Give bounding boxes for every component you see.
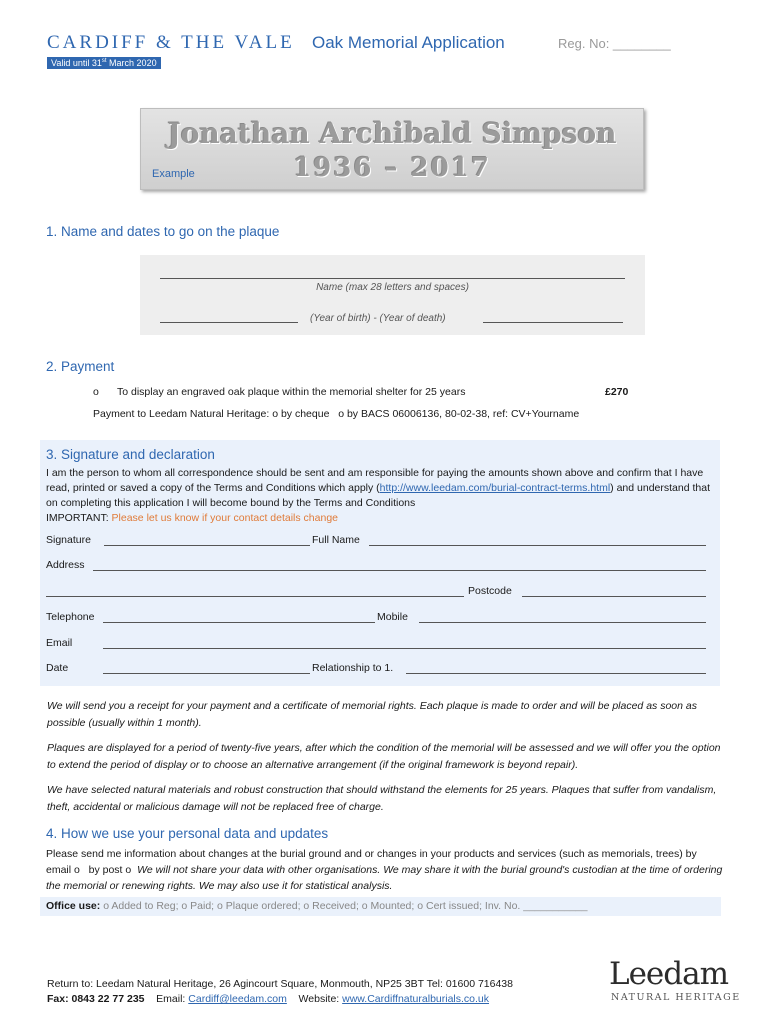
relationship-field[interactable] <box>406 673 706 674</box>
validity-badge: Valid until 31st March 2020 <box>47 57 161 69</box>
application-title: Oak Memorial Application <box>312 33 505 52</box>
signature-field[interactable] <box>104 545 310 546</box>
bacs-checkbox[interactable]: o <box>338 408 345 420</box>
address-field-2[interactable] <box>46 596 464 597</box>
important-label: IMPORTANT: <box>46 512 109 524</box>
section-3-title: 3. Signature and declaration <box>46 447 215 462</box>
plaque-option-checkbox[interactable]: o <box>93 386 99 398</box>
by-post-label: by post <box>88 864 123 876</box>
telephone-label: Telephone <box>46 611 95 623</box>
full-name-field[interactable] <box>369 545 706 546</box>
return-address: Return to: Leedam Natural Heritage, 26 Agincourt Square, Monmouth, NP25 3BT Tel: 01600 716438 <box>47 978 513 990</box>
email-field[interactable] <box>103 648 706 649</box>
email-label: Email <box>46 637 73 649</box>
cheque-checkbox[interactable]: o <box>272 408 279 420</box>
dates-hint: (Year of birth) - (Year of death) <box>310 313 446 324</box>
signature-label: Signature <box>46 534 91 546</box>
email-consent-checkbox[interactable]: o <box>74 864 80 876</box>
post-consent-checkbox[interactable]: o <box>125 864 132 876</box>
date-field[interactable] <box>103 673 310 674</box>
mobile-label: Mobile <box>377 611 408 623</box>
data-consent-text: Please send me information about changes at the burial ground and or changes in your products and services (such as memorials, trees) by email o by post o We will not share your data with other organisations. We may share it with the burial ground's custodian at the time of ordering the memorial or renewing rights. We may also use it for statistical analysis. <box>46 848 723 892</box>
terms-link[interactable]: http://www.leedam.com/burial-contract-terms.html <box>379 482 611 494</box>
section-1-title: 1. Name and dates to go on the plaque <box>46 224 280 239</box>
plaque-text-box <box>140 255 645 335</box>
receipt-note: We will send you a receipt for your payment and a certificate of memorial rights. Each plaque is made to order and will be placed as soon as possible (usually within 1 month). <box>47 700 697 729</box>
plaque-years: 1936 – 2017 <box>293 153 491 183</box>
office-use-bar <box>40 897 721 916</box>
mobile-field[interactable] <box>419 622 706 623</box>
payment-line <box>93 408 579 420</box>
plaque-example <box>140 108 644 190</box>
section-4-title: 4. How we use your personal data and updates <box>46 826 329 841</box>
date-label: Date <box>46 662 69 674</box>
leedam-logo: Leedam <box>609 956 728 992</box>
plaque-price: £270 <box>605 386 629 398</box>
death-year-line[interactable] <box>483 322 623 323</box>
payment-label: Payment to Leedam Natural Heritage: <box>93 408 270 420</box>
fax-number: Fax: 0843 22 77 235 <box>47 993 145 1005</box>
example-label: Example <box>152 168 195 180</box>
address-label: Address <box>46 559 85 571</box>
birth-year-line[interactable] <box>160 322 298 323</box>
website-link[interactable]: www.Cardiffnaturalburials.co.uk <box>342 993 490 1005</box>
office-use-items: o Added to Reg; o Paid; o Plaque ordered; o Received; o Mounted; o Cert issued; Inv. No. ___________ <box>103 900 588 912</box>
materials-note: We have selected natural materials and robust construction that should withstand the elements for 25 years. Plaques that suffer from vandalism, theft, accidental or malicious damage will not be replaced free of charge. <box>47 784 717 813</box>
telephone-field[interactable] <box>103 622 375 623</box>
relationship-label: Relationship to 1. <box>312 662 394 674</box>
leedam-logo-tagline: NATURAL HERITAGE <box>611 992 741 1003</box>
organisation-name: CARDIFF & THE VALE <box>47 32 295 53</box>
reg-number-field: Reg. No: ________ <box>558 36 671 51</box>
name-hint: Name (max 28 letters and spaces) <box>316 282 469 293</box>
data-sharing-text: We will not share your data with other organisations. We may share it with the burial ground's custodian at the time of ordering the memorial or renewing rights. We may also use it for statistical analysis. <box>46 864 723 892</box>
declaration-text: I am the person to whom all correspondence should be sent and am responsible for paying the amounts shown above and confirm that I have read, printed or saved a copy of the Terms and Conditions which apply (http://www.leedam.com/burial-contract-terms.html) and understand that on completing this application I will become bound by the Terms and Conditions IMPORTANT: Please let us know if your contact details change <box>46 467 710 524</box>
full-name-label: Full Name <box>312 534 360 546</box>
section-2-title: 2. Payment <box>46 359 115 374</box>
footer-contacts: Fax: 0843 22 77 235 Email: Cardiff@leedam.com Website: www.Cardiffnaturalburials.co.uk <box>47 993 490 1005</box>
display-period-note: Plaques are displayed for a period of twenty-five years, after which the condition of the memorial will be assessed and we will offer you the option to extend the period of display or to choose an alternative arrangement (if the original framework is beyond repair). <box>47 742 721 771</box>
email-link[interactable]: Cardiff@leedam.com <box>188 993 287 1005</box>
postcode-field[interactable] <box>522 596 706 597</box>
plaque-name: Jonathan Archibald Simpson <box>167 117 617 150</box>
plaque-option-text: To display an engraved oak plaque within the memorial shelter for 25 years <box>117 386 466 398</box>
postcode-label: Postcode <box>468 585 512 597</box>
office-use-label: Office use: <box>46 900 101 912</box>
bacs-label: by BACS 06006136, 80-02-38, ref: CV+Yourname <box>346 408 580 420</box>
important-note: Please let us know if your contact details change <box>111 512 339 524</box>
cheque-label: by cheque <box>280 408 330 420</box>
name-input-line[interactable] <box>160 278 625 279</box>
address-field-1[interactable] <box>93 570 706 571</box>
